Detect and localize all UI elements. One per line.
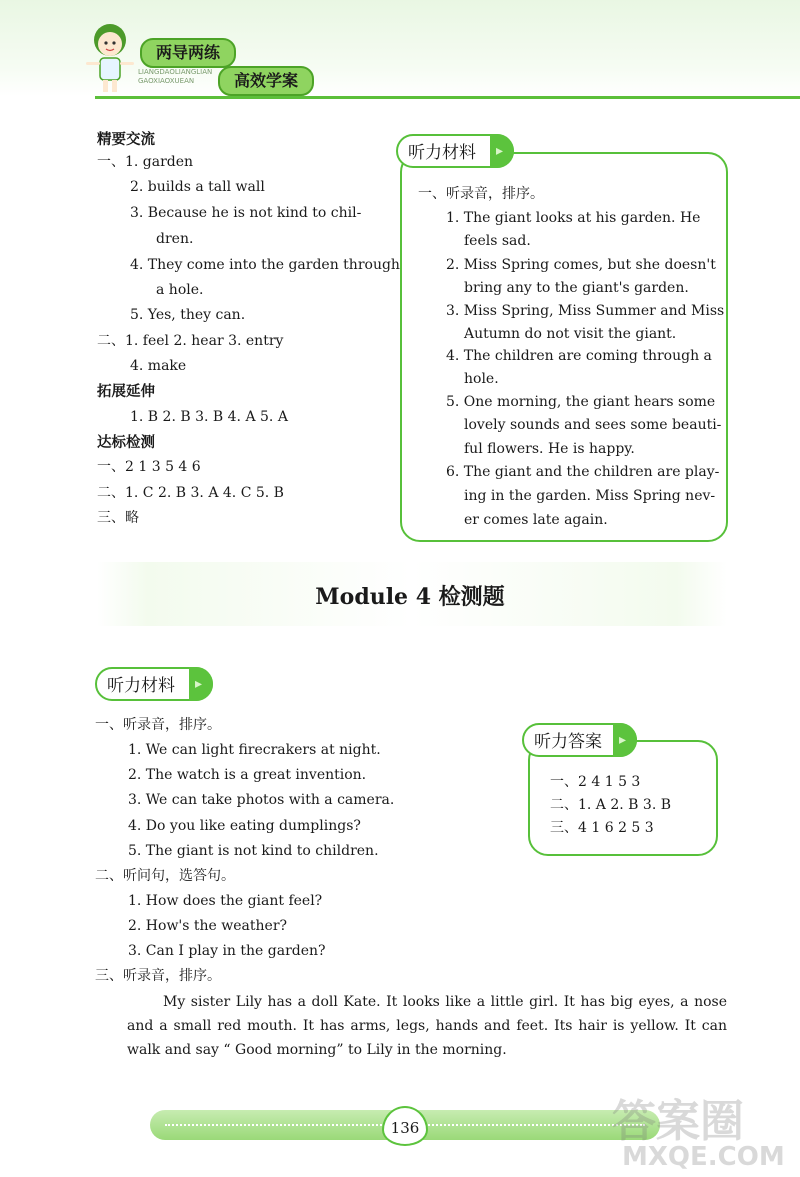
tag-label: 听力材料 bbox=[408, 143, 476, 163]
brand-pinyin-2: GAOXIAOXUEAN bbox=[138, 77, 195, 85]
listening-line: 3. We can take photos with a camera. bbox=[128, 792, 395, 808]
arrow-icon bbox=[189, 667, 213, 701]
jingyao-heading: 精要交流 bbox=[97, 132, 155, 148]
section-heading: 三、听录音，排序。 bbox=[95, 968, 221, 984]
listening-line: lovely sounds and sees some beauti- bbox=[464, 417, 722, 433]
answer-line: 2. builds a tall wall bbox=[130, 179, 265, 195]
listening-line: feels sad. bbox=[464, 233, 531, 249]
answer-line: 一、1. garden bbox=[97, 154, 194, 170]
listening-line: 5. The giant is not kind to children. bbox=[128, 843, 379, 859]
watermark-url: MXQE.COM bbox=[622, 1142, 785, 1172]
listening-line: 5. One morning, the giant hears some bbox=[446, 394, 716, 410]
girl-mascot-icon bbox=[82, 18, 138, 96]
answer-line: dren. bbox=[156, 231, 194, 247]
section-heading: 一、听录音，排序。 bbox=[95, 717, 221, 733]
dabiao-heading: 达标检测 bbox=[97, 435, 155, 451]
header-rule bbox=[95, 96, 800, 99]
answer-line: 4. make bbox=[130, 358, 187, 374]
listening-line: ful flowers. He is happy. bbox=[464, 441, 635, 457]
listening-material-tag bbox=[396, 134, 514, 168]
listening-line: hole. bbox=[464, 371, 499, 387]
listening-line: 4. The children are coming through a bbox=[446, 348, 712, 364]
answer-line: 二、1. C 2. B 3. A 4. C 5. B bbox=[97, 485, 284, 501]
tag-label: 听力材料 bbox=[107, 676, 175, 696]
listening-line: 1. How does the giant feel? bbox=[128, 893, 323, 909]
answer-line: 1. B 2. B 3. B 4. A 5. A bbox=[130, 409, 288, 425]
answer-line: 一、2 4 1 5 3 bbox=[550, 774, 641, 790]
answer-line: 一、2 1 3 5 4 6 bbox=[97, 459, 201, 475]
listening-line: 3. Can I play in the garden? bbox=[128, 943, 326, 959]
listening-heading: 一、听录音，排序。 bbox=[418, 186, 544, 202]
listening-line: ing in the garden. Miss Spring nev- bbox=[464, 488, 716, 504]
answer-line: 三、4 1 6 2 5 3 bbox=[550, 820, 654, 836]
brand-title-bottom: 高效学案 bbox=[218, 66, 314, 96]
listening-line: bring any to the giant's garden. bbox=[464, 280, 689, 296]
answer-line: a hole. bbox=[156, 282, 204, 298]
page-number: 136 bbox=[382, 1106, 428, 1146]
listening-line: 2. How's the weather? bbox=[128, 918, 288, 934]
story-paragraph: My sister Lily has a doll Kate. It looks like a little girl. It has big eyes, a nose and a small red mouth. It has arms, legs, hands and feet. Its hair is yellow. It can walk and say “ Good morning” to Lily in the morning. bbox=[127, 994, 727, 1058]
listening-line: 1. The giant looks at his garden. He bbox=[446, 210, 701, 226]
listening-line: 4. Do you like eating dumplings? bbox=[128, 818, 361, 834]
listening-line: 1. We can light firecrakers at night. bbox=[128, 742, 381, 758]
brand-title-top: 两导两练 bbox=[140, 38, 236, 68]
listening-answers-tag bbox=[522, 723, 637, 757]
listening-line: 3. Miss Spring, Miss Summer and Miss bbox=[446, 303, 725, 319]
tag-label: 听力答案 bbox=[534, 732, 602, 752]
listening-line: 6. The giant and the children are play- bbox=[446, 464, 720, 480]
answer-line: 3. Because he is not kind to chil- bbox=[130, 205, 362, 221]
answer-line: 4. They come into the garden through bbox=[130, 257, 400, 273]
listening-line: er comes late again. bbox=[464, 512, 608, 528]
listening-line: 2. Miss Spring comes, but she doesn't bbox=[446, 257, 716, 273]
answer-line: 三、略 bbox=[97, 510, 139, 526]
section-heading: 二、听问句，选答句。 bbox=[95, 868, 235, 884]
answer-line: 二、1. feel 2. hear 3. entry bbox=[97, 333, 284, 349]
brand-pinyin bbox=[138, 68, 218, 86]
answer-line: 5. Yes, they can. bbox=[130, 307, 246, 323]
tuozhan-heading: 拓展延伸 bbox=[97, 384, 155, 400]
watermark-logo: 答案圈 bbox=[612, 1096, 744, 1147]
module-title: Module 4 检测题 bbox=[315, 584, 505, 610]
brand-pinyin-1: LIANGDAOLIANGLIAN bbox=[138, 68, 213, 76]
listening-line: Autumn do not visit the giant. bbox=[464, 326, 677, 342]
listening-line: 2. The watch is a great invention. bbox=[128, 767, 367, 783]
listening-material-tag bbox=[95, 667, 213, 701]
answer-line: 二、1. A 2. B 3. B bbox=[550, 797, 672, 813]
